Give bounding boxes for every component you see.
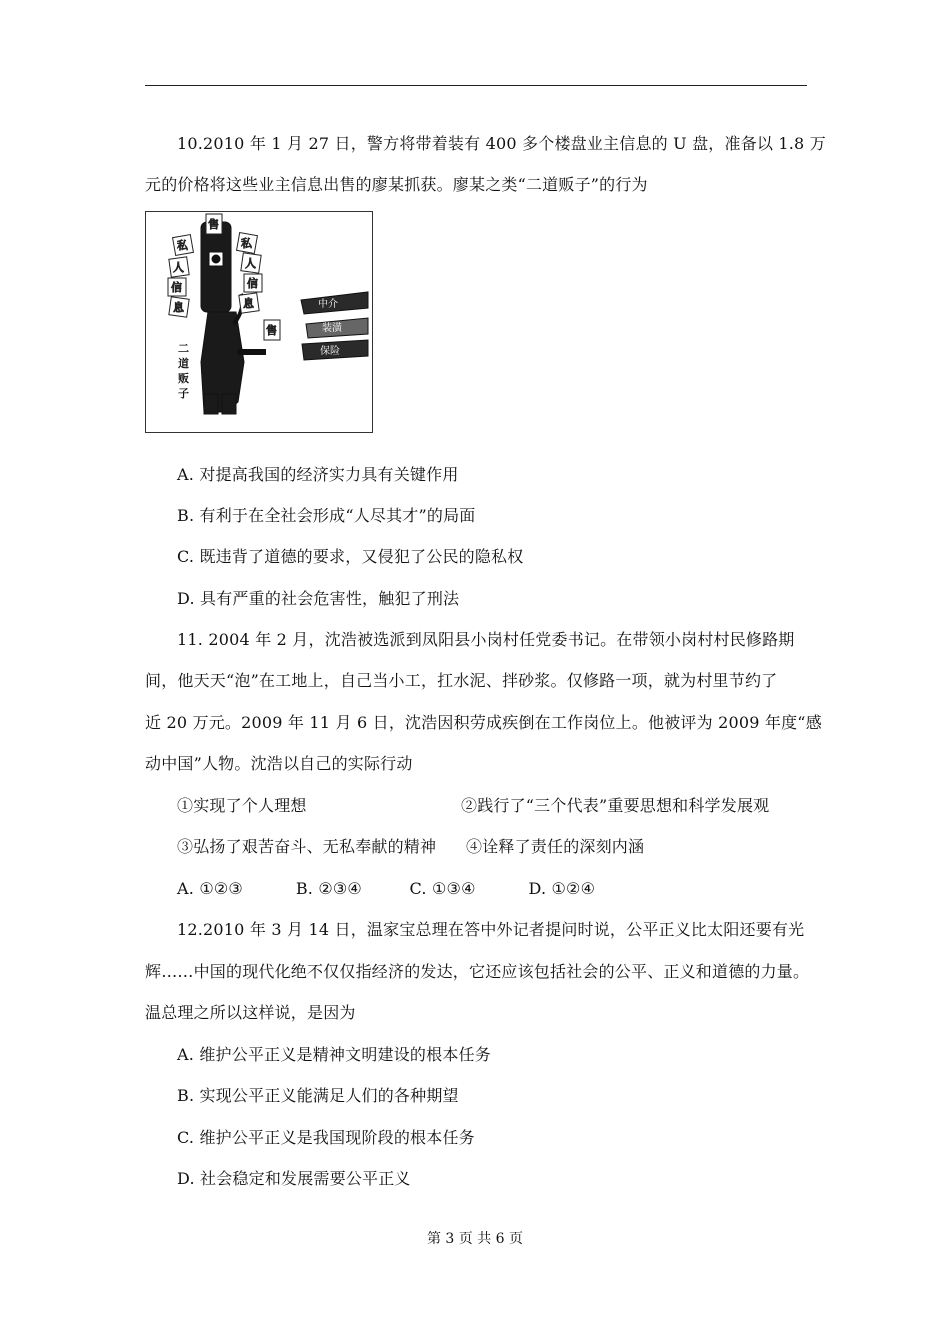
svg-text:子: 子 [178,387,189,400]
svg-text:私: 私 [177,239,188,252]
q12-option-a: A. 维护公平正义是精神文明建设的根本任务 [177,1045,491,1064]
page-footer: 第 3 页 共 6 页 [426,1231,524,1247]
q11-text-line3: 近 20 万元。2009 年 11 月 6 日，沈浩因积劳成疾倒在工作岗位上。他被评为 2009 年度“感 [145,713,822,732]
svg-text:私: 私 [241,237,252,250]
q12-option-c: C. 维护公平正义是我国现阶段的根本任务 [177,1128,475,1147]
svg-text:装潢: 装潢 [322,323,342,334]
reaching-arms [301,292,368,360]
q12-option-d: D. 社会稳定和发展需要公平正义 [177,1169,411,1188]
svg-text:信: 信 [247,277,258,290]
svg-text:中介: 中介 [318,299,338,310]
q12-text-line3: 温总理之所以这样说，是因为 [145,1003,356,1022]
svg-text:息: 息 [173,301,184,314]
q10-text-line1: 10.2010 年 1 月 27 日，警方将带着装有 400 多个楼盘业主信息的 U 盘，准备以 1.8 万 [177,134,826,153]
q11-choices: A. ①②③ B. ②③④ C. ①③④ D. ①②④ [177,879,596,898]
q12-text-line1: 12.2010 年 3 月 14 日，温家宝总理在答中外记者提问时说，公平正义比太阳还要有光 [177,920,805,939]
q11-item-3: ③弘扬了艰苦奋斗、无私奉献的精神 [177,837,437,856]
svg-text:人: 人 [173,261,184,274]
svg-text:售: 售 [208,218,219,231]
q11-item-2: ②践行了“三个代表”重要思想和科学发展观 [461,796,770,815]
q11-text-line1: 11. 2004 年 2 月，沈浩被选派到凤阳县小岗村任党委书记。在带领小岗村村民修路期 [177,630,795,649]
header-rule [145,85,807,86]
svg-text:道: 道 [178,357,189,370]
q10-option-d: D. 具有严重的社会危害性，触犯了刑法 [177,589,460,608]
svg-text:二: 二 [178,342,189,355]
q10-option-c: C. 既违背了道德的要求，又侵犯了公民的隐私权 [177,547,524,566]
svg-text:人: 人 [245,257,256,270]
cartoon-caption [178,342,189,400]
svg-text:售: 售 [266,324,277,337]
q10-option-b: B. 有利于在全社会形成“人尽其才”的局面 [177,506,476,525]
q12-option-b: B. 实现公平正义能满足人们的各种期望 [177,1086,459,1105]
q10-option-a: A. 对提高我国的经济实力具有关键作用 [177,465,459,484]
q11-item-1: ①实现了个人理想 [177,796,307,815]
q12-text-line2: 辉……中国的现代化绝不仅仅指经济的发达，它还应该包括社会的公平、正义和道德的力量。 [145,962,810,981]
q11-item-4: ④诠释了责任的深刻内涵 [466,837,645,856]
svg-text:信: 信 [171,281,182,294]
q11-text-line2: 间，他天天“泡”在工地上，自己当小工，扛水泥、拌砂浆。仅修路一项，就为村里节约了 [145,671,778,690]
svg-text:保险: 保险 [320,346,340,357]
svg-text:息: 息 [243,297,254,310]
vendor-figure [201,222,266,414]
svg-text:贩: 贩 [178,372,189,385]
q11-text-line4: 动中国”人物。沈浩以自己的实际行动 [145,754,413,773]
cartoon-image [145,211,373,433]
q10-text-line2: 元的价格将这些业主信息出售的廖某抓获。廖某之类“二道贩子”的行为 [145,175,648,194]
